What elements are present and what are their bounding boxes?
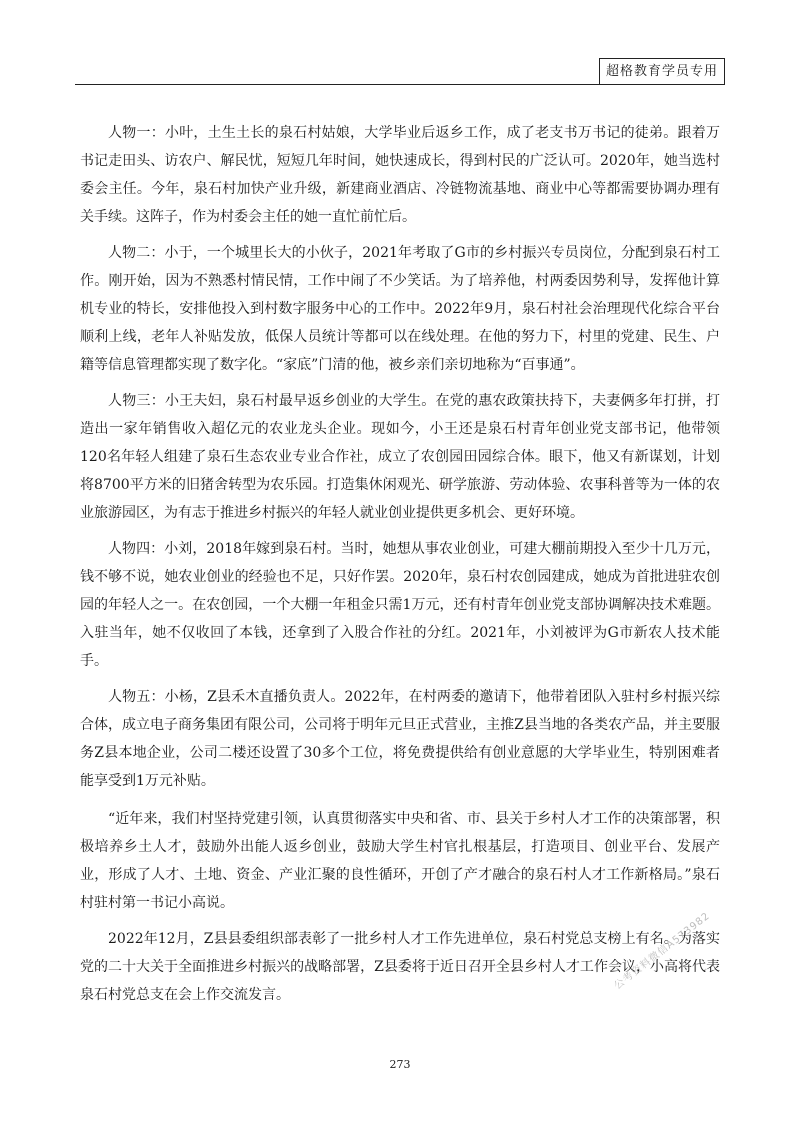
watermark: 公考资料微信A573982 (612, 910, 713, 992)
paragraph-person-one: 人物一：小叶，土生土长的泉石村姑娘，大学毕业后返乡工作，成了老支书万书记的徒弟。跟着万书记走田头、访农户、解民忧，短短几年时间，她快速成长，得到村民的广泛认可。2020年，她当选村委会主任。今年，泉石村加快产业升级，新建商业酒店、冷链物流基地、商业中心等都需要协调办理有关手续。这阵子，作为村委会主任的她一直忙前忙后。 (80, 125, 720, 225)
paragraph-person-four: 人物四：小刘，2018年嫁到泉石村。当时，她想从事农业创业，可建大棚前期投入至少十几万元，钱不够不说，她农业创业的经验也不足，只好作罢。2020年，泉石村农创园建成，她成为首批进驻农创园的年轻人之一。在农创园，一个大棚一年租金只需1万元，还有村青年创业党支部协调解决技术难题。入驻当年，她不仅收回了本钱，还拿到了入股合作社的分红。2021年，小刘被评为G市新农人技术能手。 (80, 541, 720, 669)
paragraph-person-three: 人物三：小王夫妇，泉石村最早返乡创业的大学生。在党的惠农政策扶持下，夫妻俩多年打拼，打造出一家年销售收入超亿元的农业龙头企业。现如今，小王还是泉石村青年创业党支部书记，他带领120名年轻人组建了泉石生态农业专业合作社，成立了农创园田园综合体。眼下，他又有新谋划，计划将8700平方米的旧猪舍转型为农乐园。打造集休闲观光、研学旅游、劳动体验、农事科普等为一体的农业旅游园区，为有志于推进乡村振兴的年轻人就业创业提供更多机会、更好环境。 (80, 393, 720, 521)
document-body (80, 119, 720, 1017)
page-number: 273 (389, 1058, 411, 1071)
header-divider (75, 84, 725, 85)
paragraph-secretary-quote: “近年来，我们村坚持党建引领，认真贯彻落实中央和省、市、县关于乡村人才工作的决策部署，积极培养乡土人才，鼓励外出能人返乡创业，鼓励大学生村官扎根基层，打造项目、创业平台、发展产业，形成了人才、土地、资金、产业汇聚的良性循环，开创了产才融合的泉石村人才工作新格局。”泉石村驻村第一书记小高说。 (80, 811, 720, 911)
paragraph-person-five: 人物五：小杨，Z县禾木直播负责人。2022年，在村两委的邀请下，他带着团队入驻村乡村振兴综合体，成立电子商务集团有限公司，公司将于明年元旦正式营业，主推Z县当地的各类农产品，并主要服务Z县本地企业，公司二楼还设置了30多个工位，将免费提供给有创业意愿的大学毕业生，特别困难者能享受到1万元补贴。 (80, 689, 720, 789)
header-label: 超格教育学员专用 (599, 58, 725, 85)
paragraph-conclusion: 2022年12月，Z县县委组织部表彰了一批乡村人才工作先进单位，泉石村党总支榜上有名。为落实党的二十大关于全面推进乡村振兴的战略部署，Z县委将于近日召开全县乡村人才工作会议，小高将代表泉石村党总支在会上作交流发言。 (80, 931, 720, 1003)
paragraph-person-two: 人物二：小于，一个城里长大的小伙子，2021年考取了G市的乡村振兴专员岗位，分配到泉石村工作。刚开始，因为不熟悉村情民情，工作中闹了不少笑话。为了培养他，村两委因势利导，发挥他计算机专业的特长，安排他投入到村数字服务中心的工作中。2022年9月，泉石村社会治理现代化综合平台顺利上线，老年人补贴发放，低保人员统计等都可以在线处理。在他的努力下，村里的党建、民生、户籍等信息管理都实现了数字化。“家底”门清的他，被乡亲们亲切地称为“百事通”。 (80, 245, 720, 373)
